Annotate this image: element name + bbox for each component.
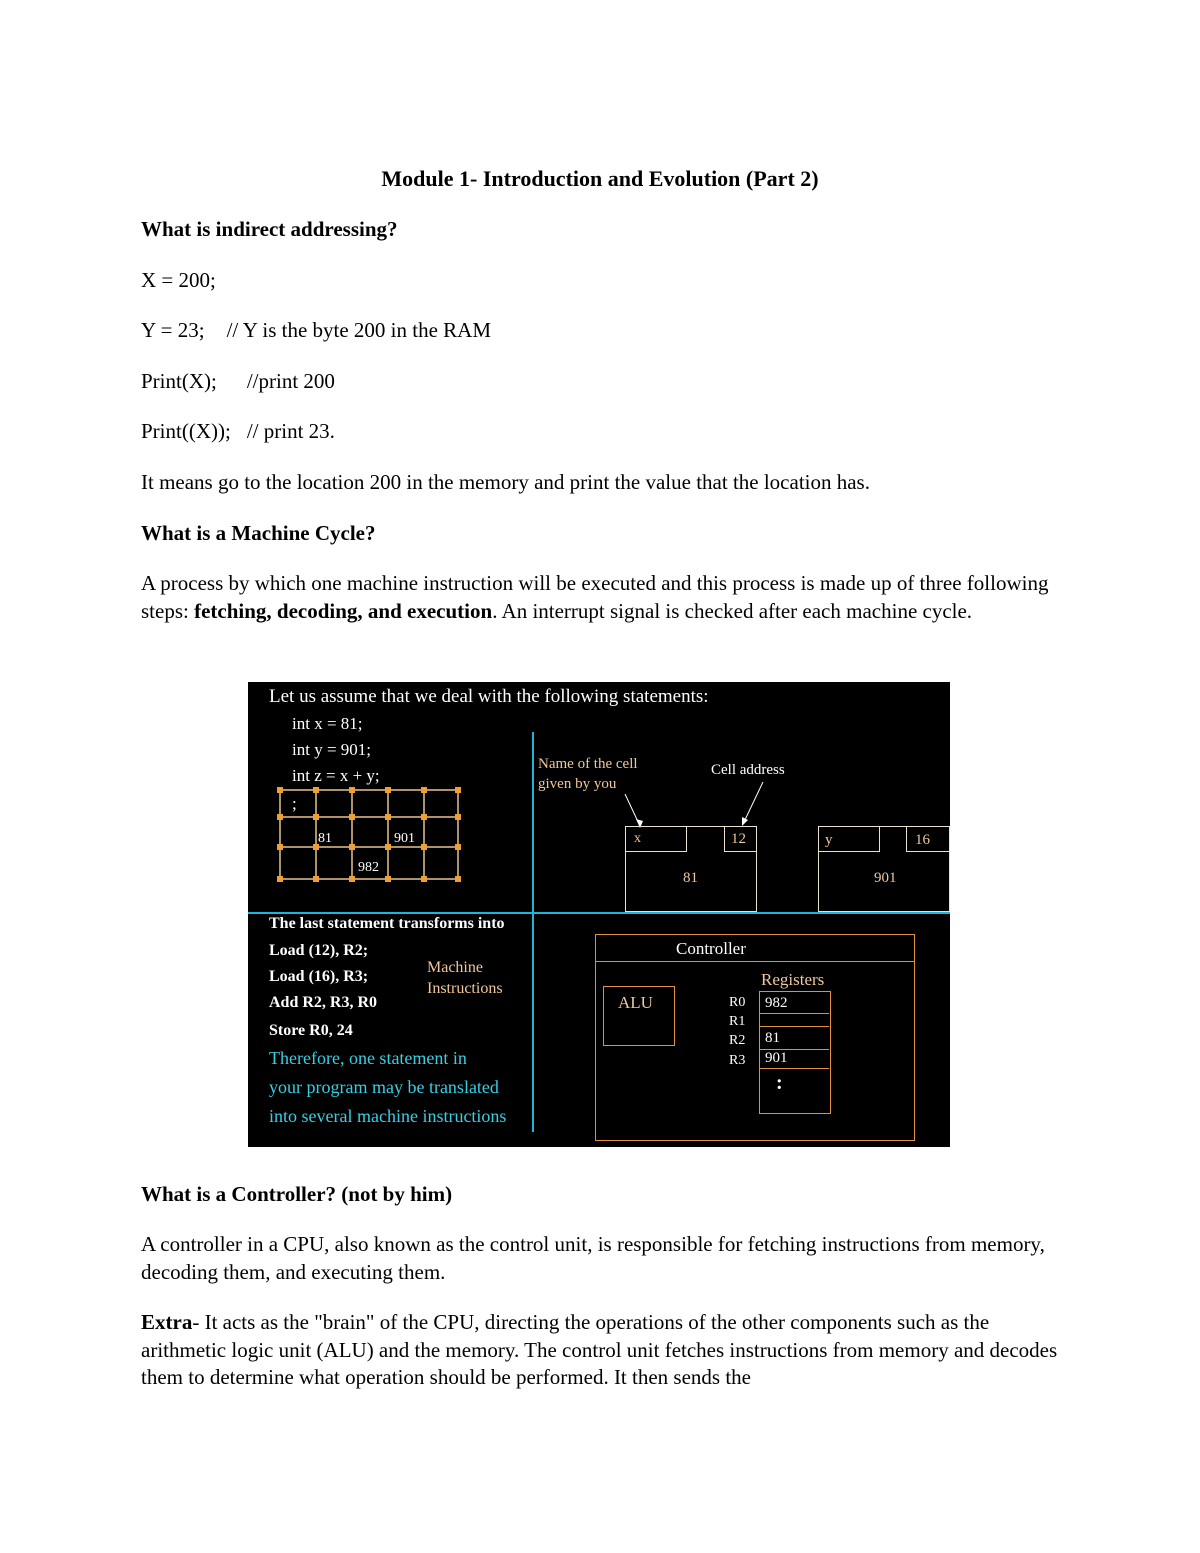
cell-x-name: x (634, 831, 641, 846)
machine-cycle-text-1: A process by which one machine instruction will be executed and this process is made up of three following steps: (141, 571, 1049, 623)
register-divider (759, 1068, 829, 1069)
extra-text: - It acts as the "brain" of the CPU, directing the operations of the other components such as the arithmetic logic unit (ALU) and the memory. The control unit fetches instructions from memory and decodes them to determine what operation should be performed. It then sends the (141, 1310, 1058, 1389)
code-line-3-code: Print(X); (141, 369, 217, 393)
code-line-2-comment: // Y is the byte 200 in the RAM (226, 318, 492, 342)
name-cell-label-1: Name of the cell (538, 756, 638, 772)
machine-instructions-label-2: Instructions (427, 980, 503, 997)
extra-label: Extra (141, 1310, 193, 1334)
code-line-4 (141, 418, 335, 445)
cell-x-address: 12 (731, 831, 746, 847)
register-divider (759, 1013, 829, 1014)
name-cell-label-2: given by you (538, 776, 617, 792)
register-r0-value: 982 (765, 995, 788, 1011)
cell-y-address: 16 (915, 832, 930, 848)
divider-vertical-bottom (532, 912, 534, 1132)
grid-value-81: 81 (318, 831, 332, 846)
machine-instructions-label-1: Machine (427, 959, 483, 976)
grid-value-901: 901 (394, 831, 415, 846)
transform-heading: The last statement transforms into (269, 915, 505, 932)
code-line-4-comment: // print 23. (246, 419, 335, 443)
machine-cycle-paragraph (141, 570, 1066, 625)
instruction-load-16: Load (16), R3; (269, 968, 369, 985)
instruction-store: Store R0, 24 (269, 1022, 353, 1039)
controller-header (595, 934, 915, 962)
instruction-add: Add R2, R3, R0 (269, 994, 378, 1011)
question-indirect-addressing: What is indirect addressing? (141, 217, 398, 241)
conclusion-line-1: Therefore, one statement in (269, 1048, 467, 1068)
stmt-int-z: int z = x + y; (292, 766, 380, 785)
slide-intro: Let us assume that we deal with the following statements: (269, 686, 709, 707)
controller-answer: A controller in a CPU, also known as the control unit, is responsible for fetching instructions from memory, decoding them, and executing them. (141, 1232, 1045, 1284)
divider-vertical-top (532, 732, 534, 917)
register-r3-value: 901 (765, 1050, 788, 1066)
instruction-load-12: Load (12), R2; (269, 942, 369, 959)
register-r2-value: 81 (765, 1030, 780, 1046)
question-controller: What is a Controller? (not by him) (141, 1182, 453, 1206)
controller-label: Controller (676, 939, 746, 958)
code-line-2 (141, 317, 491, 344)
code-line-2-code: Y = 23; (141, 318, 205, 342)
slide-figure (248, 682, 950, 1147)
register-divider (759, 1026, 829, 1027)
alu-label: ALU (618, 993, 653, 1012)
register-r1-name: R1 (729, 1014, 746, 1029)
conclusion-line-3: into several machine instructions (269, 1106, 507, 1126)
code-line-3-comment: //print 200 (246, 369, 335, 393)
register-r2-name: R2 (729, 1033, 746, 1048)
code-line-3 (141, 368, 335, 395)
cell-y-name: y (825, 832, 833, 848)
machine-cycle-steps: fetching, decoding, and execution (194, 598, 493, 623)
registers-more-dots: : (776, 1072, 783, 1094)
stmt-int-x: int x = 81; (292, 714, 363, 733)
code-line-4-code: Print((X)); (141, 419, 231, 443)
page-title: Module 1- Introduction and Evolution (Part 2) (381, 166, 819, 191)
code-line-1: X = 200; (141, 268, 216, 292)
controller-extra-paragraph (141, 1309, 1066, 1392)
conclusion-line-2: your program may be translated (269, 1077, 499, 1097)
divider-horizontal (248, 912, 950, 914)
grid-value-982: 982 (358, 860, 379, 875)
stmt-semicolon: ; (292, 794, 297, 813)
stmt-int-y: int y = 901; (292, 740, 372, 759)
registers-label: Registers (761, 970, 825, 989)
question-machine-cycle: What is a Machine Cycle? (141, 521, 376, 545)
register-r3-name: R3 (729, 1053, 746, 1068)
cell-x-value: 81 (683, 870, 698, 886)
machine-cycle-text-2: . An interrupt signal is checked after each machine cycle. (492, 598, 973, 623)
cell-y-value: 901 (874, 870, 897, 886)
register-r0-name: R0 (729, 995, 746, 1010)
cell-address-label: Cell address (711, 762, 785, 778)
indirect-explanation: It means go to the location 200 in the memory and print the value that the location has. (141, 470, 870, 494)
